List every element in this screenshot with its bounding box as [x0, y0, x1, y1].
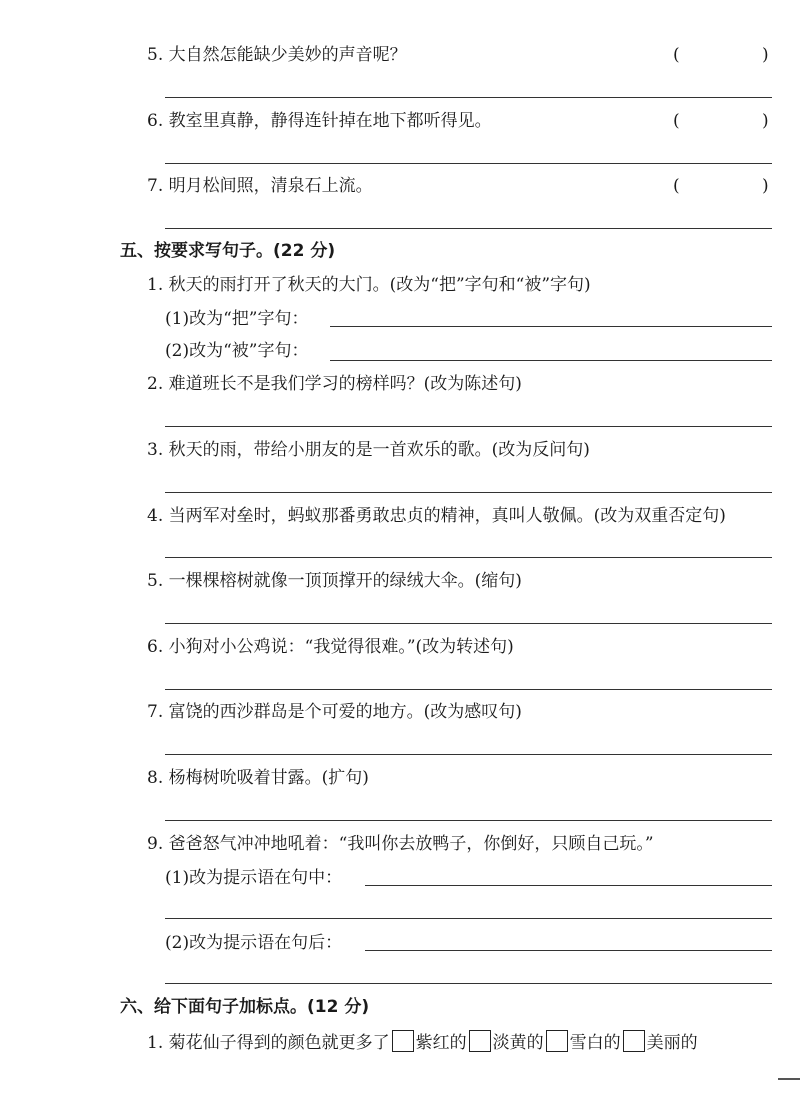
q8-text: 8. 杨梅树吮吸着甘露。(扩句)	[147, 768, 369, 788]
q7-text: 7. 富饶的西沙群岛是个可爱的地方。(改为感叹句)	[147, 702, 522, 722]
q7-answer-line[interactable]	[165, 754, 772, 755]
punctuation-question-1	[147, 1030, 698, 1054]
q9-sub1-answer-line[interactable]	[365, 885, 772, 886]
q1-sub2-label: (2)改为“被”字句：	[165, 341, 309, 361]
fragment-text: 美丽的	[646, 1033, 698, 1053]
q6-answer-line[interactable]	[165, 689, 772, 690]
q9-sub2-answer-line[interactable]	[365, 950, 772, 951]
answer-paren-open: (	[673, 45, 680, 65]
item-7-text: 7. 明月松间照，清泉石上流。	[147, 176, 373, 196]
q4-answer-line[interactable]	[165, 557, 772, 558]
section-5-title: 五、按要求写句子。(22 分)	[120, 241, 336, 261]
q1-sub1-answer-line[interactable]	[330, 326, 772, 327]
q9-sub2-label: (2)改为提示语在句后：	[165, 933, 343, 953]
answer-paren-open: (	[673, 111, 680, 131]
q9-sub1-answer-line-2[interactable]	[165, 918, 772, 919]
fragment-text: 淡黄的	[492, 1033, 544, 1053]
answer-paren-close: )	[762, 45, 769, 65]
answer-paren-close: )	[762, 111, 769, 131]
answer-paren-close: )	[762, 176, 769, 196]
item-6-text: 6. 教室里真静，静得连针掉在地下都听得见。	[147, 111, 492, 131]
q3-answer-line[interactable]	[165, 492, 772, 493]
punctuation-box[interactable]	[546, 1030, 568, 1052]
q3-text: 3. 秋天的雨，带给小朋友的是一首欢乐的歌。(改为反问句)	[147, 440, 590, 460]
q1-sub1-label: (1)改为“把”字句：	[165, 309, 309, 329]
answer-line[interactable]	[165, 97, 772, 98]
q1-text: 1. 秋天的雨打开了秋天的大门。(改为“把”字句和“被”字句)	[147, 275, 591, 295]
q6-text: 6. 小狗对小公鸡说：“我觉得很难。”(改为转述句)	[147, 637, 514, 657]
answer-line[interactable]	[165, 228, 772, 229]
q1-lead-text: 1. 菊花仙子得到的颜色就更多了	[147, 1033, 390, 1053]
page-corner-mark	[778, 1078, 800, 1080]
fragment-text: 紫红的	[415, 1033, 467, 1053]
punctuation-box[interactable]	[469, 1030, 491, 1052]
q4-text: 4. 当两军对垒时，蚂蚁那番勇敢忠贞的精神，真叫人敬佩。(改为双重否定句)	[147, 506, 726, 526]
q5-text: 5. 一棵棵榕树就像一顶顶撑开的绿绒大伞。(缩句)	[147, 571, 522, 591]
q2-answer-line[interactable]	[165, 426, 772, 427]
q2-text: 2. 难道班长不是我们学习的榜样吗？(改为陈述句)	[147, 374, 522, 394]
q9-sub1-label: (1)改为提示语在句中：	[165, 868, 343, 888]
item-5-text: 5. 大自然怎能缺少美妙的声音呢？	[147, 45, 407, 65]
q1-sub2-answer-line[interactable]	[330, 360, 772, 361]
fragment-text: 雪白的	[569, 1033, 621, 1053]
punctuation-box[interactable]	[392, 1030, 414, 1052]
q8-answer-line[interactable]	[165, 820, 772, 821]
answer-paren-open: (	[673, 176, 680, 196]
section-6-title: 六、给下面句子加标点。(12 分)	[120, 997, 370, 1017]
punctuation-box[interactable]	[623, 1030, 645, 1052]
q5-answer-line[interactable]	[165, 623, 772, 624]
q9-text: 9. 爸爸怒气冲冲地吼着：“我叫你去放鸭子，你倒好，只顾自己玩。”	[147, 834, 654, 854]
answer-line[interactable]	[165, 163, 772, 164]
q9-sub2-answer-line-2[interactable]	[165, 983, 772, 984]
